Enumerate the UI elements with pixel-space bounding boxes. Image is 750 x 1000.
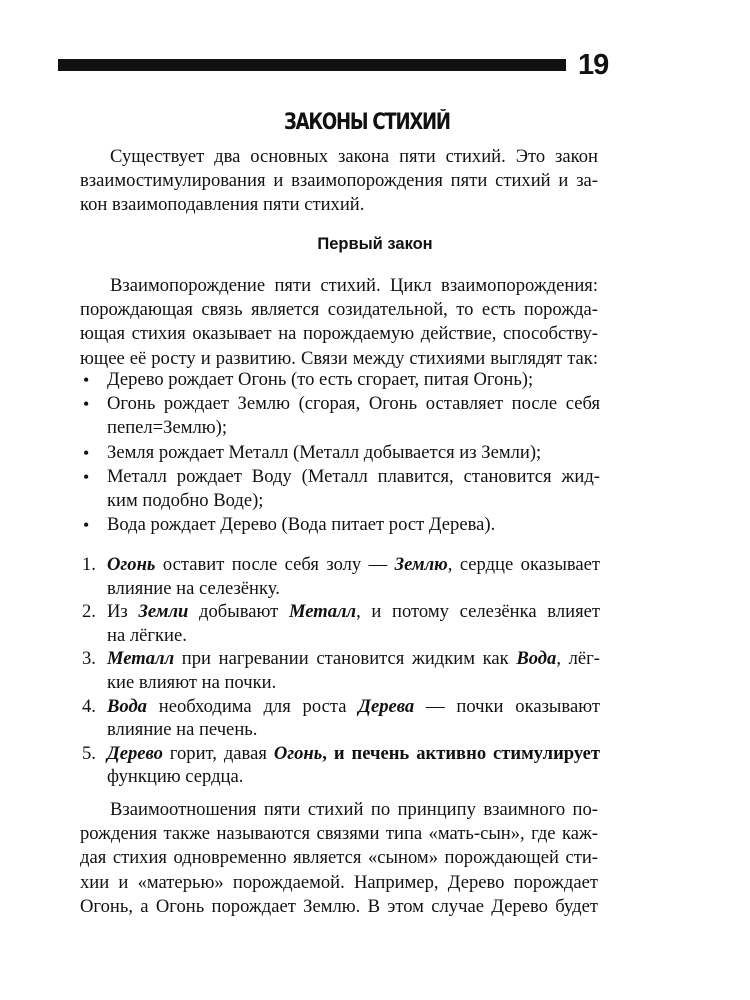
- paragraph-line: Взаимоотношения пяти стихий по принципу взаимного по-: [110, 799, 598, 820]
- bullet-list: [80, 368, 600, 537]
- bullet-mark: •: [83, 515, 90, 536]
- item-number: 2.: [82, 601, 96, 623]
- numbered-line: [107, 647, 600, 671]
- page-number: 19: [578, 49, 609, 81]
- numbered-item: [80, 742, 600, 789]
- bullet-line: Огонь рождает Землю (сгорая, Огонь оставляет после себя: [107, 393, 600, 415]
- paragraph-line: рождения также называются связями типа «мать-сын», где каж-: [80, 823, 598, 845]
- numbered-line: [107, 600, 600, 624]
- list-item: [80, 392, 600, 440]
- item-number: 1.: [82, 554, 96, 575]
- section-title: ЗАКОНЫ СТИХИЙ: [284, 110, 450, 135]
- numbered-text: при нагревании становится жидким как: [174, 648, 517, 670]
- numbered-text: необходима для роста: [146, 695, 359, 717]
- element-word: Огонь: [273, 742, 323, 764]
- item-number: 5.: [82, 742, 96, 764]
- subheading: Первый закон: [317, 235, 433, 253]
- intro-line: Существует два основных закона пяти стихий. Это закон: [110, 146, 598, 167]
- numbered-line: функцию сердца.: [107, 766, 244, 788]
- numbered-text: — почки оказывают: [414, 695, 600, 717]
- bullet-mark: •: [83, 394, 90, 415]
- item-number: 4.: [82, 695, 96, 717]
- numbered-item: [80, 647, 600, 694]
- numbered-line: на лёгкие.: [107, 624, 187, 646]
- numbered-text: , сердце оказывает: [447, 554, 600, 575]
- element-word: Вода: [516, 648, 557, 670]
- list-item: [80, 465, 600, 513]
- paragraph-2: [80, 798, 598, 919]
- element-word: Вода: [107, 695, 147, 717]
- intro-line: кон взаимоподавления пяти стихий.: [80, 194, 365, 216]
- numbered-item: [80, 600, 600, 647]
- paragraph-line: дая стихия одновременно является «сыном» порождающей сти-: [80, 847, 598, 869]
- numbered-text: Из: [107, 601, 139, 623]
- paragraph-line: Огонь, а Огонь порождает Землю. В этом случае Дерево будет: [80, 895, 598, 917]
- numbered-line: влияние на печень.: [107, 719, 258, 741]
- numbered-line: [107, 742, 600, 766]
- numbered-line: влияние на селезёнку.: [107, 577, 280, 599]
- bullet-line: Земля рождает Металл (Металл добывается из Земли);: [107, 441, 542, 463]
- intro-line: взаимостимулирования и взаимопорождения пяти стихий и за-: [80, 170, 598, 192]
- numbered-text: , и потому селезёнка влияет: [356, 601, 600, 623]
- bullet-line: Вода рождает Дерево (Вода питает рост Дерева).: [107, 514, 496, 536]
- list-item: [80, 441, 600, 465]
- bullet-line: ким подобно Воде);: [107, 490, 264, 512]
- element-word: Землю: [394, 554, 448, 575]
- bullet-line: Дерево рождает Огонь (то есть сгорает, питая Огонь);: [107, 369, 534, 390]
- numbered-item: [80, 695, 600, 742]
- numbered-list: [80, 553, 600, 789]
- intro-paragraph: [80, 145, 598, 218]
- paragraph-line: Взаимопорождение пяти стихий. Цикл взаимопорождения:: [110, 275, 598, 296]
- element-word: Металл: [288, 601, 357, 623]
- list-item: [80, 368, 600, 392]
- paragraph-line: ющая стихия оказывает на порождаемую действие, способству-: [80, 323, 598, 345]
- header-rule: [58, 59, 566, 71]
- paragraph-line: порождающая связь является созидательной, то есть порожда-: [80, 299, 598, 321]
- numbered-text: , и печень активно стимулирует: [322, 742, 600, 764]
- numbered-text: оставит после себя золу —: [155, 554, 395, 575]
- paragraph-line: ющее её росту и развитию. Связи между стихиями выглядят так:: [80, 347, 598, 369]
- paragraph-1: [80, 274, 598, 371]
- element-word: Дерева: [358, 695, 415, 717]
- element-word: Дерево: [107, 742, 163, 764]
- paragraph-line: хии и «матерью» порождаемой. Например, Дерево порождает: [80, 871, 598, 893]
- element-word: Земли: [138, 601, 189, 623]
- bullet-line: пепел=Землю);: [107, 417, 228, 439]
- numbered-text: , лёг-: [556, 648, 600, 670]
- element-word: Металл: [107, 648, 175, 670]
- numbered-line: [107, 553, 600, 577]
- element-word: Огонь: [107, 554, 156, 575]
- list-item: [80, 513, 600, 537]
- numbered-text: добывают: [188, 601, 289, 623]
- item-number: 3.: [82, 648, 96, 670]
- bullet-line: Металл рождает Воду (Металл плавится, становится жид-: [107, 465, 600, 487]
- numbered-line: [107, 695, 600, 719]
- bullet-mark: •: [83, 370, 90, 390]
- numbered-text: горит, давая: [162, 742, 274, 764]
- numbered-line: кие влияют на почки.: [107, 671, 277, 693]
- bullet-mark: •: [83, 442, 90, 463]
- bullet-mark: •: [83, 466, 90, 487]
- numbered-item: [80, 553, 600, 600]
